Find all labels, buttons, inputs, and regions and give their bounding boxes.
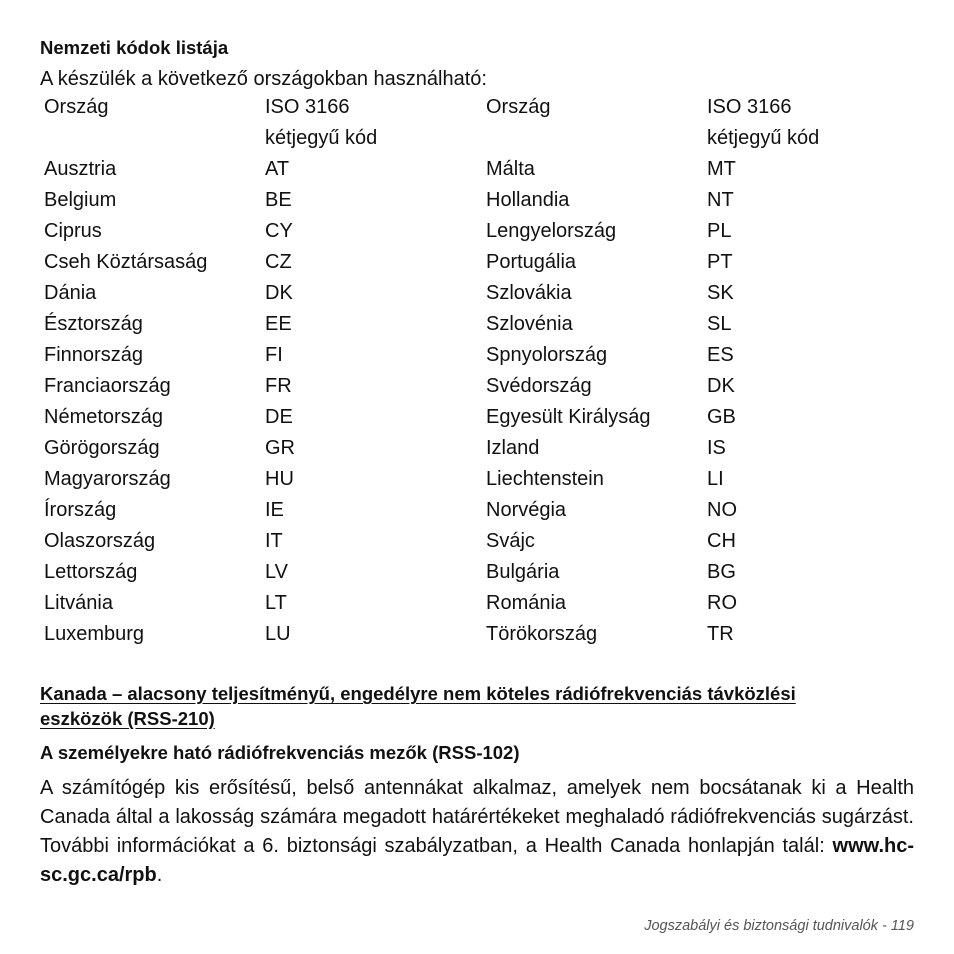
code-left: CZ	[265, 251, 292, 273]
table-row	[40, 588, 897, 619]
table-row	[40, 433, 897, 464]
code-left: LT	[265, 592, 287, 614]
country-left: Litvánia	[44, 592, 113, 614]
code-right: BG	[707, 561, 736, 583]
header-iso-right: ISO 3166	[707, 96, 792, 118]
table-row	[40, 340, 897, 371]
body-paragraph	[40, 774, 914, 890]
table-row	[40, 278, 897, 309]
header-country-right: Ország	[486, 96, 551, 118]
country-left: Luxemburg	[44, 623, 145, 645]
website-link[interactable]: www.hc-sc.gc.ca/rpb	[40, 835, 914, 886]
table-row	[40, 371, 897, 402]
code-right: NO	[707, 499, 737, 521]
country-right: Lengyelország	[486, 220, 617, 242]
code-left: DE	[265, 406, 293, 428]
code-right: IS	[707, 437, 726, 459]
country-right: Liechtenstein	[486, 468, 604, 490]
header-iso-left: ISO 3166	[265, 96, 350, 118]
country-right: Törökország	[486, 623, 598, 645]
header-iso-sub-left: kétjegyű kód	[265, 127, 378, 149]
table-row	[40, 216, 897, 247]
table-row	[40, 526, 897, 557]
heading-rss102: A személyekre ható rádiófrekvenciás mezők (RSS-102)	[40, 742, 520, 763]
country-left: Görögország	[44, 437, 160, 459]
code-right: NT	[707, 189, 734, 211]
country-left: Franciaország	[44, 375, 171, 397]
code-right: SK	[707, 282, 734, 304]
table-header-row-2	[40, 123, 897, 154]
country-right: Norvégia	[486, 499, 567, 521]
page-footer: Jogszabályi és biztonsági tudnivalók - 119	[644, 918, 914, 934]
code-right: ES	[707, 344, 734, 366]
table-row	[40, 247, 897, 278]
country-left: Finnország	[44, 344, 143, 366]
country-left: Olaszország	[44, 530, 156, 552]
code-right: LI	[707, 468, 724, 490]
heading-canada: Kanada – alacsony teljesítményű, engedélyre nem köteles rádiófrekvenciás távközlési eszközök (RSS-210)	[40, 683, 796, 729]
header-country-left: Ország	[44, 96, 109, 118]
code-left: BE	[265, 189, 292, 211]
code-right: TR	[707, 623, 734, 645]
country-left: Magyarország	[44, 468, 171, 490]
code-left: GR	[265, 437, 295, 459]
country-left: Németország	[44, 406, 163, 428]
table-row	[40, 557, 897, 588]
country-right: Románia	[486, 592, 567, 614]
code-left: FI	[265, 344, 283, 366]
country-right: Spnyolország	[486, 344, 608, 366]
code-right: DK	[707, 375, 735, 397]
table-row	[40, 154, 897, 185]
code-left: FR	[265, 375, 292, 397]
country-left: Cseh Köztársaság	[44, 251, 208, 273]
table-header-row	[40, 92, 897, 123]
code-left: EE	[265, 313, 292, 335]
country-left: Észtország	[44, 313, 143, 335]
country-left: Ausztria	[44, 158, 117, 180]
table-row	[40, 185, 897, 216]
country-right: Hollandia	[486, 189, 570, 211]
heading-national-codes: Nemzeti kódok listája	[40, 37, 229, 58]
code-right: RO	[707, 592, 737, 614]
code-right: PT	[707, 251, 733, 273]
table-row	[40, 619, 897, 650]
code-left: CY	[265, 220, 293, 242]
code-left: LV	[265, 561, 288, 583]
code-left: DK	[265, 282, 293, 304]
country-left: Ciprus	[44, 220, 102, 242]
country-right: Szlovénia	[486, 313, 573, 335]
code-right: GB	[707, 406, 736, 428]
code-right: SL	[707, 313, 732, 335]
country-right: Portugália	[486, 251, 577, 273]
intro-text: A készülék a következő országokban használható:	[40, 68, 487, 90]
country-right: Svájc	[486, 530, 535, 552]
code-right: CH	[707, 530, 736, 552]
country-codes-table	[40, 92, 897, 650]
code-right: PL	[707, 220, 732, 242]
table-row	[40, 495, 897, 526]
country-right: Szlovákia	[486, 282, 572, 304]
code-left: AT	[265, 158, 290, 180]
country-left: Belgium	[44, 189, 117, 211]
country-right: Bulgária	[486, 561, 560, 583]
country-left: Írország	[44, 499, 117, 521]
country-left: Dánia	[44, 282, 97, 304]
table-row	[40, 402, 897, 433]
paragraph-end: .	[156, 864, 163, 886]
table-row	[40, 309, 897, 340]
country-right: Svédország	[486, 375, 592, 397]
code-left: IE	[265, 499, 284, 521]
code-left: HU	[265, 468, 294, 490]
country-left: Lettország	[44, 561, 138, 583]
country-right: Málta	[486, 158, 535, 180]
country-right: Izland	[486, 437, 540, 459]
code-left: LU	[265, 623, 291, 645]
code-right: MT	[707, 158, 736, 180]
country-right: Egyesült Királyság	[486, 406, 651, 428]
table-row	[40, 464, 897, 495]
header-iso-sub-right: kétjegyű kód	[707, 127, 820, 149]
code-left: IT	[265, 530, 283, 552]
paragraph-text: A számítógép kis erősítésű, belső antennákat alkalmaz, amelyek nem bocsátanak ki a Health Canada által a lakosság számára megadott határértékeket meghaladó rádiófrekvenciás sugárzást. További információkat a 6. biztonsági szabályzatban, a Health Canada honlapján talál:	[40, 777, 914, 857]
